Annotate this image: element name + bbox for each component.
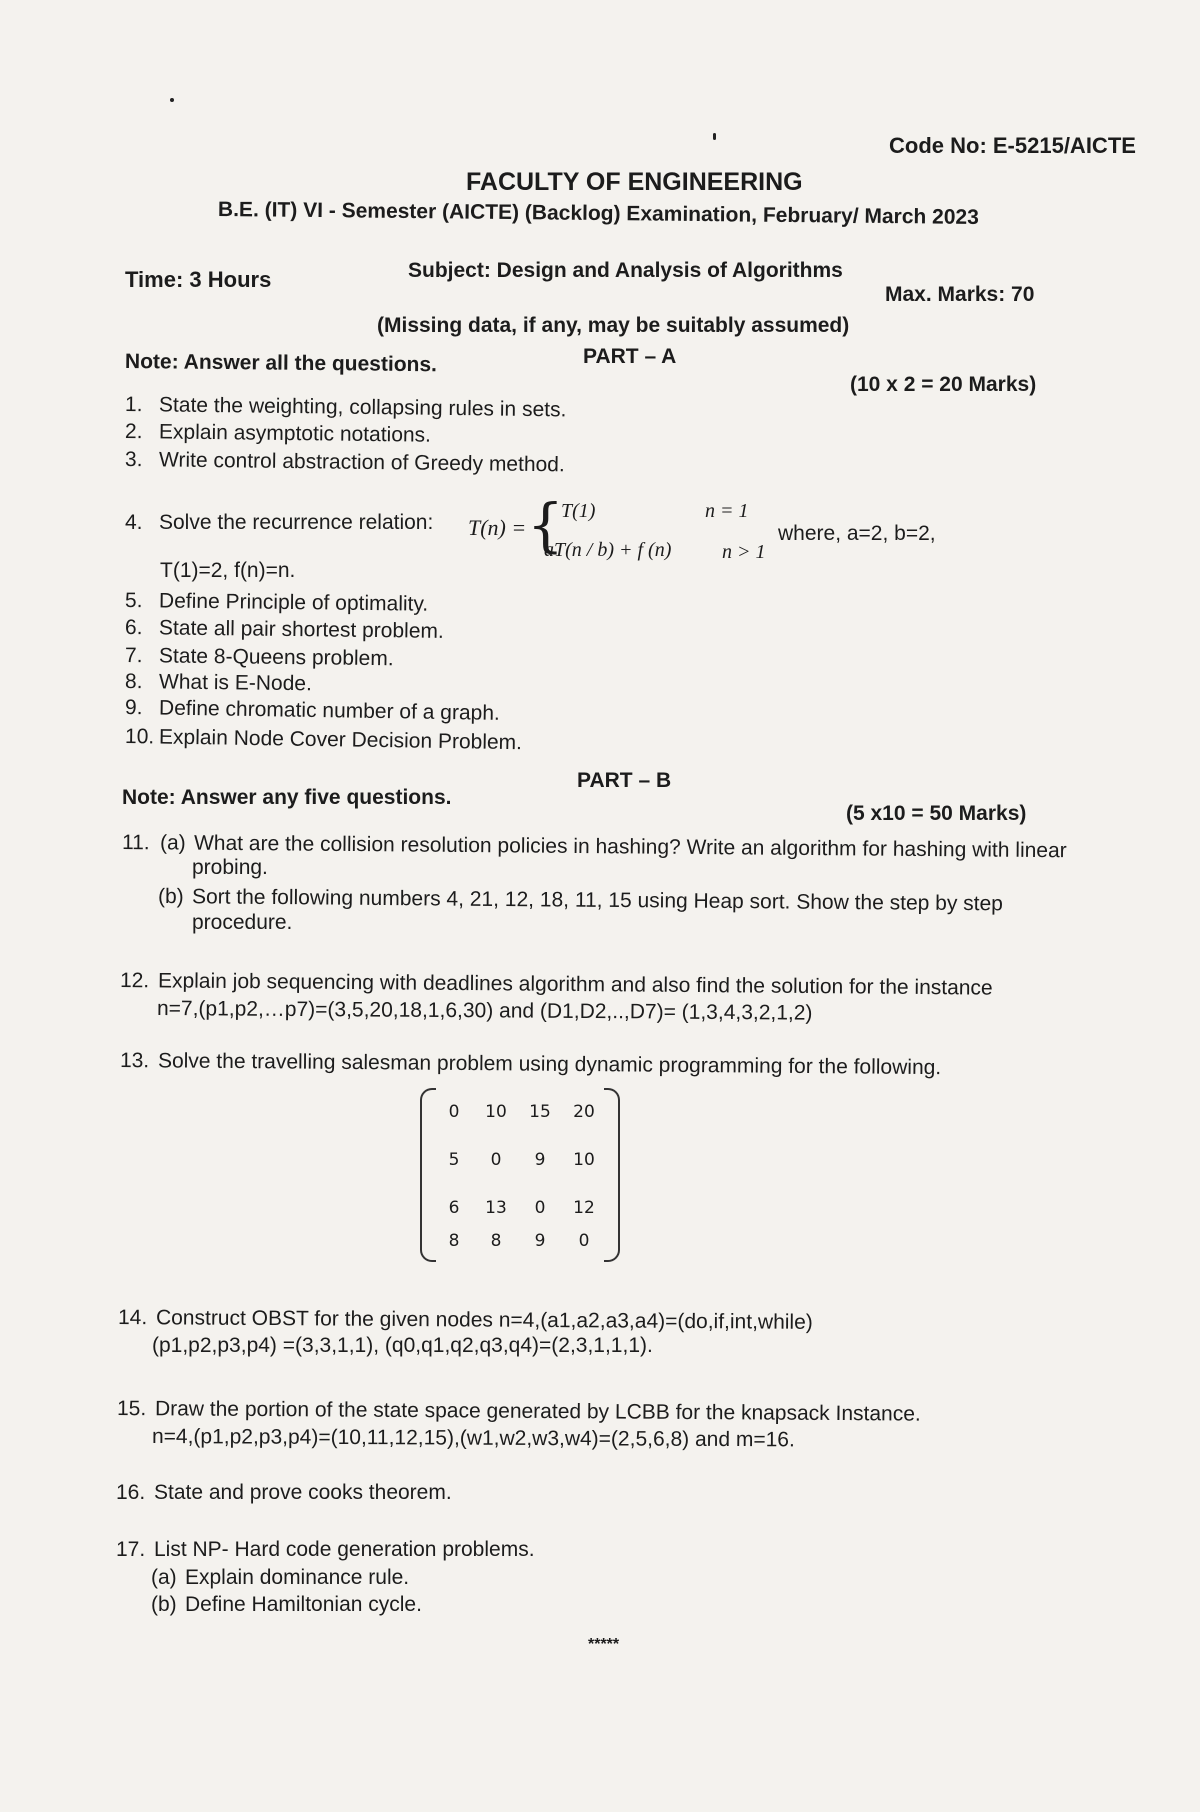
part-b-note: Note: Answer any five questions.: [122, 786, 452, 809]
exam-title: B.E. (IT) VI - Semester (AICTE) (Backlog) Examination, February/ March 2023: [217, 198, 979, 229]
matrix-cell: 10: [573, 1150, 595, 1170]
question-6: [125, 615, 444, 645]
question-text: List NP- Hard code generation problems.: [154, 1538, 535, 1561]
question-2: [125, 419, 431, 449]
question-number: 1.: [124, 393, 143, 417]
sub-label: (a): [159, 831, 186, 855]
sub-label: (a): [151, 1566, 177, 1589]
matrix-cell: 20: [573, 1102, 595, 1122]
recurrence-condition-1: n = 1: [705, 500, 749, 522]
question-text: State and prove cooks theorem.: [154, 1481, 452, 1504]
code-number: Code No: E-5215/AICTE: [889, 133, 1136, 158]
question-17-part-b: [151, 1592, 422, 1618]
question-11-part-a-cont: probing.: [192, 856, 268, 879]
matrix-cell: 6: [448, 1198, 460, 1218]
question-text: Explain job sequencing with deadlines algorithm and also find the solution for the instance: [157, 969, 993, 1000]
question-text: State the weighting, collapsing rules in sets.: [158, 393, 567, 422]
question-number: 8.: [124, 670, 143, 694]
question-text: Draw the portion of the state space generated by LCBB for the knapsack Instance.: [154, 1397, 921, 1426]
question-number: 11.: [121, 831, 150, 855]
recurrence-condition-2: n > 1: [722, 541, 766, 563]
recurrence-case-2: aT(n / b) + f (n): [544, 539, 672, 561]
question-text: State 8-Queens problem.: [158, 644, 394, 671]
question-5: [125, 588, 429, 618]
question-text: Solve the recurrence relation:: [159, 511, 434, 534]
question-9: [125, 695, 500, 727]
question-11-part-b-cont: procedure.: [192, 911, 293, 934]
question-10: [125, 724, 522, 756]
question-14: [118, 1305, 813, 1336]
question-8: [125, 669, 312, 697]
question-13: [120, 1048, 941, 1081]
missing-data-note: (Missing data, if any, may be suitably assumed): [377, 314, 850, 337]
question-number: 4.: [125, 511, 143, 534]
matrix-cell: 0: [578, 1231, 590, 1251]
question-text: Construct OBST for the given nodes n=4,(a1,a2,a3,a4)=(do,if,int,while): [155, 1306, 813, 1334]
question-17: [116, 1537, 535, 1563]
sub-label: (b): [157, 885, 184, 909]
question-number: 16.: [116, 1481, 146, 1504]
question-text: Explain dominance rule.: [185, 1566, 410, 1589]
time-label: Time: 3 Hours: [125, 267, 272, 292]
part-a-marks: (10 x 2 = 20 Marks): [850, 373, 1037, 396]
matrix-cell: 0: [448, 1102, 460, 1122]
question-16: [116, 1480, 452, 1506]
matrix-right-bracket: [604, 1088, 620, 1262]
question-text: Define Principle of optimality.: [158, 589, 429, 616]
max-marks: Max. Marks: 70: [885, 283, 1035, 306]
recurrence-brace: {: [527, 491, 564, 559]
question-number: 7.: [124, 644, 143, 668]
subject-label: Subject: Design and Analysis of Algorithms: [408, 259, 843, 282]
question-text: Explain asymptotic notations.: [158, 420, 432, 447]
matrix-cell: 5: [448, 1150, 460, 1170]
question-text: State all pair shortest problem.: [158, 616, 444, 643]
matrix-cell: 0: [490, 1150, 502, 1170]
question-number: 15.: [116, 1397, 147, 1421]
cost-matrix: [420, 1088, 620, 1258]
question-14-cont: (p1,p2,p3,p4) =(3,3,1,1), (q0,q1,q2,q3,q4)=(2,3,1,1,1).: [152, 1334, 653, 1357]
matrix-cell: 8: [448, 1231, 460, 1251]
question-text: Define Hamiltonian cycle.: [185, 1593, 422, 1616]
question-7: [125, 643, 394, 672]
part-b-marks: (5 x10 = 50 Marks): [846, 802, 1027, 825]
question-3: [125, 447, 565, 478]
question-text: What is E-Node.: [158, 670, 313, 696]
matrix-cell: 8: [490, 1231, 502, 1251]
question-text: What are the collision resolution policies in hashing? Write an algorithm for hashing with linear: [193, 831, 1067, 863]
question-17-part-a: [151, 1565, 409, 1591]
question-number: 2.: [124, 420, 143, 444]
matrix-cell: 13: [485, 1198, 507, 1218]
question-number: 12.: [119, 969, 150, 993]
question-text: Write control abstraction of Greedy method.: [158, 448, 565, 477]
question-4: [125, 510, 433, 536]
scan-dot: [713, 133, 716, 140]
question-15: [117, 1396, 921, 1428]
sub-label: (b): [151, 1593, 177, 1616]
recurrence-continuation: T(1)=2, f(n)=n.: [160, 559, 296, 582]
recurrence-lhs: T(n) =: [468, 515, 527, 540]
part-a-title: PART – A: [583, 345, 677, 368]
question-number: 3.: [124, 448, 143, 472]
question-number: 9.: [124, 696, 143, 720]
question-number: 6.: [124, 616, 143, 640]
question-number: 5.: [124, 589, 143, 613]
matrix-cell: 9: [534, 1231, 546, 1251]
question-text: Solve the travelling salesman problem using dynamic programming for the following.: [157, 1049, 942, 1080]
question-number: 14.: [117, 1306, 148, 1330]
scan-dot: [170, 98, 174, 102]
recurrence-where: where, a=2, b=2,: [778, 522, 936, 545]
part-a-note: Note: Answer all the questions.: [124, 350, 438, 377]
part-b-title: PART – B: [577, 769, 672, 792]
question-1: [125, 392, 567, 423]
question-text: Explain Node Cover Decision Problem.: [158, 725, 523, 755]
matrix-cell: 9: [534, 1150, 546, 1170]
question-number: 10.: [124, 725, 155, 749]
matrix-cell: 0: [534, 1198, 546, 1218]
matrix-cell: 12: [573, 1198, 595, 1218]
question-number: 17.: [116, 1538, 146, 1561]
end-stars: *****: [588, 1636, 620, 1653]
faculty-title: FACULTY OF ENGINEERING: [466, 168, 803, 196]
question-number: 13.: [119, 1049, 150, 1073]
matrix-cell: 10: [485, 1102, 507, 1122]
recurrence-case-1: T(1): [561, 500, 596, 522]
question-12-cont: n=7,(p1,p2,…p7)=(3,5,20,18,1,6,30) and (D1,D2,..,D7)= (1,3,4,3,2,1,2): [156, 997, 813, 1025]
matrix-cell: 15: [529, 1102, 551, 1122]
question-text: Define chromatic number of a graph.: [158, 696, 500, 725]
question-15-cont: n=4,(p1,p2,p3,p4)=(10,11,12,15),(w1,w2,w3,w4)=(2,5,6,8) and m=16.: [151, 1425, 795, 1452]
question-text: Sort the following numbers 4, 21, 12, 18, 11, 15 using Heap sort. Show the step by step: [191, 885, 1004, 916]
